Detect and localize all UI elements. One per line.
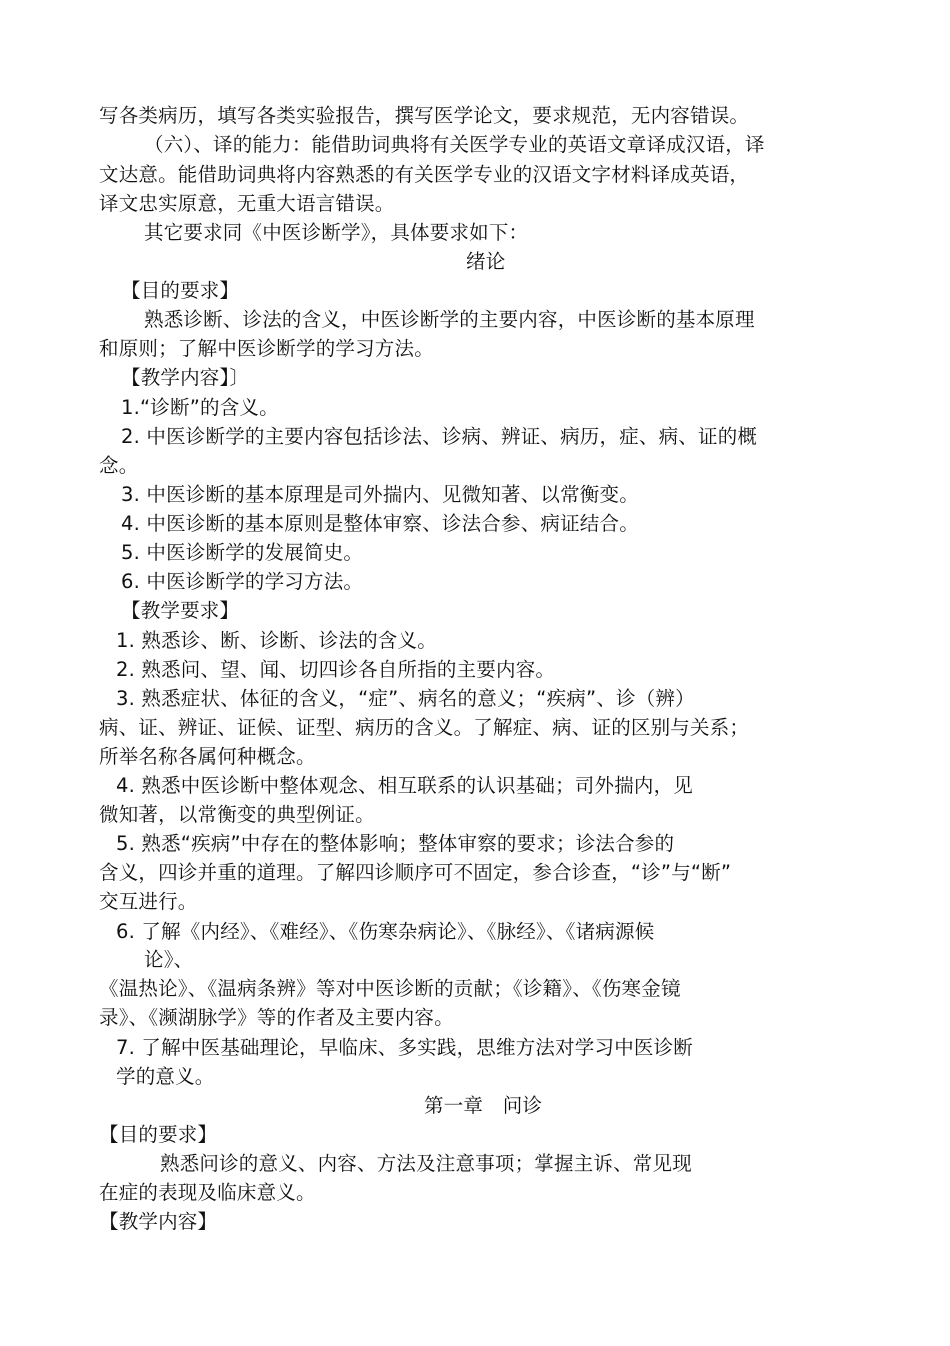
text-line: 学的意义。 [116,1065,215,1088]
text-line: 其它要求同《中医诊断学》，具体要求如下： [144,221,529,244]
text-line: 译文忠实原意，无重大语言错误。 [99,192,395,215]
text-line: 病、证、辨证、证候、证型、病历的含义。了解症、病、证的区别与关系； [99,716,750,739]
list-item: 7. 了解中医基础理论，早临床、多实践，思维方法对学习中医诊断 [116,1036,694,1059]
subheading: 【教学内容】 [99,1210,218,1233]
list-item: 6. 了解《内经》、《难经》、《伤寒杂病论》、《脉经》、《诸病源候 [116,920,655,943]
text-line: 念。 [99,454,139,477]
list-item: 2. 中医诊断学的主要内容包括诊法、诊病、辨证、病历，症、病、证的概 [121,425,758,448]
list-item: 5. 中医诊断学的发展简史。 [121,541,364,564]
text-line: 在症的表现及临床意义。 [99,1181,316,1204]
text-line: 微知著，以常衡变的典型例证。 [99,803,375,826]
section-heading: 绪论 [466,250,506,273]
subheading: 【目的要求】 [121,279,240,302]
text-line: 文达意。能借助词典将内容熟悉的有关医学专业的汉语文字材料译成英语， [99,163,750,186]
list-item: 3. 中医诊断的基本原理是司外揣内、见微知著、以常衡变。 [121,483,639,506]
subheading: 【教学内容】〕 [121,366,250,389]
text-line: 所举名称各属何种概念。 [99,745,316,768]
subheading: 【目的要求】 [99,1123,218,1146]
text-line: 交互进行。 [99,890,198,913]
list-item: 4. 熟悉中医诊断中整体观念、相互联系的认识基础；司外揣内，见 [116,774,694,797]
list-item: 6. 中医诊断学的学习方法。 [121,570,364,593]
text-line: （六）、译的能力：能借助词典将有关医学专业的英语文章译成汉语，译 [144,133,765,156]
text-line: 熟悉问诊的意义、内容、方法及注意事项；掌握主诉、常见现 [160,1152,692,1175]
list-item: 2. 熟悉问、望、闻、切四诊各自所指的主要内容。 [116,658,556,681]
list-item: 3. 熟悉症状、体征的含义，“症”、病名的意义；“疾病”、诊（辨） [116,687,695,710]
list-item: 4. 中医诊断的基本原则是整体审察、诊法合参、病证结合。 [121,512,639,535]
text-line: 论》、 [144,948,194,971]
text-line: 录》、《濒湖脉学》等的作者及主要内容。 [99,1006,454,1029]
list-item: 1.“诊断”的含义。 [121,396,279,419]
text-line: 含义，四诊并重的道理。了解四诊顺序可不固定，参合诊查，“诊”与“断” [99,861,732,884]
text-line: 和原则；了解中医诊断学的学习方法。 [99,337,434,360]
text-line: 写各类病历，填写各类实验报告，撰写医学论文，要求规范，无内容错误。 [99,104,750,127]
text-line: 熟悉诊断、诊法的含义，中医诊断学的主要内容，中医诊断的基本原理 [144,308,755,331]
list-item: 5. 熟悉“疾病”中存在的整体影响；整体审察的要求；诊法合参的 [116,832,675,855]
subheading: 【教学要求】 [121,599,240,622]
text-line: 《温热论》、《温病条辨》等对中医诊断的贡献；《诊籍》、《伤寒金镜 [99,977,681,1000]
chapter-heading: 第一章 问诊 [424,1094,543,1117]
list-item: 1. 熟悉诊、断、诊断、诊法的含义。 [116,629,437,652]
